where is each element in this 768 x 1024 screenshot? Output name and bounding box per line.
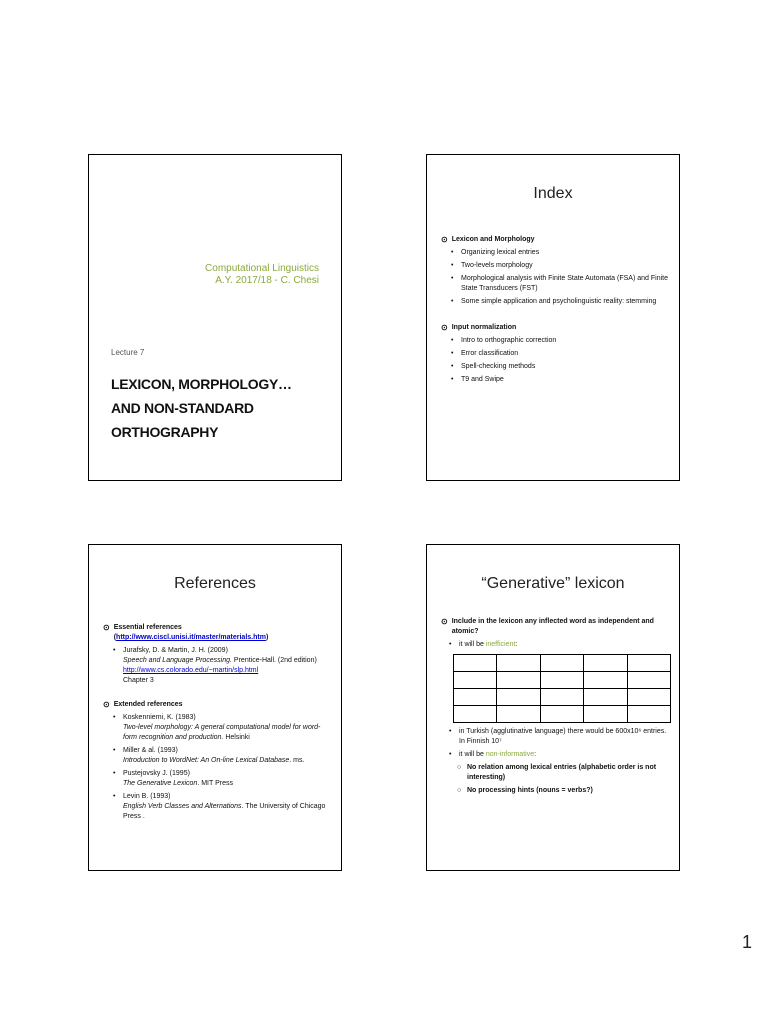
section-list — [441, 336, 671, 385]
table-cell — [454, 672, 497, 689]
slide-title-slide — [88, 154, 342, 481]
section-heading — [103, 700, 333, 710]
section-bullet-icon: ⊙ — [441, 617, 448, 626]
sub-item: ○ No relation among lexical entries (alphabetic order is not interesting) — [467, 763, 671, 783]
table-cell — [540, 706, 583, 723]
list-item: • Intro to orthographic correction — [461, 336, 671, 346]
slide-heading: Index — [533, 185, 573, 202]
lexicon-list — [441, 640, 671, 650]
section-heading — [441, 235, 671, 245]
section-heading-text: Input normalization — [451, 324, 517, 331]
lecture-title-line1: LEXICON, MORPHOLOGY… — [111, 376, 292, 392]
slide-generative-lexicon — [426, 544, 680, 871]
list-item: • in Turkish (agglutinative language) there would be 600x10⁶ entries. In Finnish 10⁷ — [459, 727, 671, 747]
index-section — [441, 235, 671, 307]
section-heading-text: Essential references (http://www.ciscl.unisi.it/master/materials.htm) — [113, 624, 269, 641]
sub-item: ○ No processing hints (nouns = verbs?) — [467, 786, 671, 796]
reference-author: • Jurafsky, D. & Martin, J. H. (2009) — [123, 647, 228, 654]
table-cell — [584, 672, 627, 689]
lecture-title — [111, 372, 341, 444]
table-cell — [584, 655, 627, 672]
list-item: • Two-levels morphology — [461, 261, 671, 271]
slide-references — [88, 544, 342, 871]
reference-item — [123, 646, 333, 686]
index-content — [441, 227, 671, 388]
table-cell — [584, 706, 627, 723]
section-heading-text: Extended references — [113, 701, 183, 708]
section-heading-text: Lexicon and Morphology — [451, 236, 535, 243]
table-cell — [584, 689, 627, 706]
reference-title: The Generative Lexicon. MIT Press — [123, 780, 233, 787]
inefficient-keyword: inefficient — [485, 641, 516, 648]
inflection-table — [453, 654, 671, 723]
non-informative-keyword: non-informative — [485, 751, 535, 758]
course-name: Computational Linguistics — [205, 263, 319, 274]
reference-list — [103, 713, 333, 822]
table-row — [454, 706, 671, 723]
table-cell — [540, 655, 583, 672]
table-cell — [497, 672, 540, 689]
table-cell — [497, 706, 540, 723]
reference-title: English Verb Classes and Alternations. The University of Chicago Press . — [123, 803, 326, 820]
reference-list — [103, 646, 333, 686]
page-number: 1 — [741, 932, 752, 952]
table-cell — [497, 655, 540, 672]
table-cell — [627, 655, 670, 672]
section-bullet-icon: ⊙ — [441, 323, 448, 332]
section-bullet-icon: ⊙ — [103, 700, 110, 709]
lexicon-content — [441, 609, 671, 799]
table-cell — [627, 689, 670, 706]
lecture-title-line2: AND NON-STANDARD ORTHOGRAPHY — [111, 400, 254, 440]
slide-index — [426, 154, 680, 481]
essential-references — [103, 623, 333, 686]
table-cell — [497, 689, 540, 706]
list-item: • T9 and Swipe — [461, 375, 671, 385]
section-heading — [103, 623, 333, 643]
section-heading — [441, 617, 671, 637]
section-heading — [441, 323, 671, 333]
sub-list — [441, 763, 671, 796]
reference-item — [123, 792, 333, 822]
list-item: • it will be inefficient: — [459, 640, 671, 650]
table-row — [454, 672, 671, 689]
table-row — [454, 655, 671, 672]
list-item: • Organizing lexical entries — [461, 248, 671, 258]
reference-chapter: Chapter 3 — [123, 677, 154, 684]
table-cell — [627, 706, 670, 723]
section-bullet-icon: ⊙ — [441, 235, 448, 244]
references-content — [103, 615, 333, 825]
lecture-number: Lecture 7 — [111, 348, 145, 357]
list-item: • Error classification — [461, 349, 671, 359]
section-bullet-icon: ⊙ — [103, 623, 110, 632]
section-list — [441, 248, 671, 307]
table-cell — [454, 655, 497, 672]
table-cell — [627, 672, 670, 689]
reference-author: • Miller & al. (1993) — [123, 747, 178, 754]
section-heading-text: Include in the lexicon any inflected word as independent and atomic? — [451, 618, 654, 635]
course-info — [205, 263, 319, 287]
reference-title: Introduction to WordNet: An On-line Lexical Database. ms. — [123, 757, 305, 764]
book-link[interactable]: http://www.cs.colorado.edu/~martin/slp.html — [123, 667, 259, 674]
lexicon-list — [441, 727, 671, 760]
reference-title: Speech and Language Processing. Prentice-Hall. (2nd edition) — [123, 657, 317, 664]
table-cell — [540, 689, 583, 706]
table-cell — [454, 706, 497, 723]
table-row — [454, 689, 671, 706]
list-item: • Spell-checking methods — [461, 362, 671, 372]
reference-item — [123, 713, 333, 743]
slide-heading: References — [174, 575, 256, 592]
table-cell — [454, 689, 497, 706]
list-item: • Morphological analysis with Finite State Automata (FSA) and Finite State Transducers (FST) — [461, 274, 671, 294]
reference-item — [123, 769, 333, 789]
reference-author: • Koskenniemi, K. (1983) — [123, 714, 196, 721]
reference-author: • Levin B. (1993) — [123, 793, 171, 800]
list-item: • Some simple application and psycholinguistic reality: stemming — [461, 297, 671, 307]
reference-title: Two-level morphology: A general computational model for word-form recognition and production. Helsinki — [123, 724, 321, 741]
slide-heading: “Generative” lexicon — [481, 575, 625, 592]
extended-references — [103, 700, 333, 822]
table-cell — [540, 672, 583, 689]
course-year: A.Y. 2017/18 - C. Chesi — [215, 275, 319, 286]
index-section — [441, 323, 671, 385]
materials-link[interactable]: http://www.ciscl.unisi.it/master/materials.htm — [116, 634, 266, 641]
reference-author: • Pustejovsky J. (1995) — [123, 770, 190, 777]
list-item: • it will be non-informative: — [459, 750, 671, 760]
reference-item — [123, 746, 333, 766]
